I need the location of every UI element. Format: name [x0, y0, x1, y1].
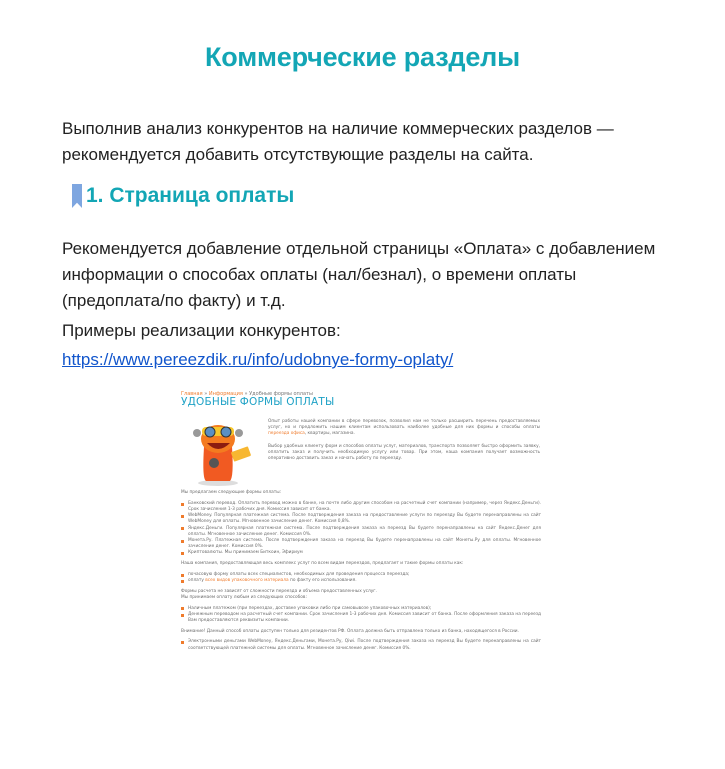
- intro-paragraph: Выполнив анализ конкурентов на наличие коммерческих разделов — рекомендуется добавить отсутствующие разделы на сайта.: [62, 119, 614, 164]
- section-heading-text: 1. Страница оплаты: [86, 184, 295, 207]
- breadcrumb-sep: »: [202, 391, 209, 397]
- calc-text: Формы расчета не зависят от сложности переезда и объема предоставленных услуг. Мы принимаем оплату любым из следующих способов:: [181, 588, 377, 600]
- screenshot-body: [181, 490, 541, 656]
- way-item: Денежным переводом на расчетный счет компании. Срок зачисления 1-3 рабочих дня. Комиссия зависит от банка. После оформления заказа на переезд Вам предоставляются реквизиты компании.: [181, 612, 541, 624]
- packaging-link[interactable]: всех видов упаковочного материала: [205, 577, 289, 583]
- way-item: Наличным платежом (при переездах, доставке упаковки либо при самовывозе упаковочных материалов);: [181, 606, 541, 612]
- electronic-list: [181, 639, 541, 651]
- bookmark-icon: [72, 184, 82, 208]
- screenshot-title: УДОБНЫЕ ФОРМЫ ОПЛАТЫ: [181, 396, 335, 408]
- ways-list: [181, 606, 541, 625]
- competitor-screenshot: [178, 387, 546, 727]
- electronic-item: Электронными деньгами WebMoney, Яндекс.Деньгами, Монета.Ру, Qiwi. После подтверждения заказа на переезд Вы будете перенаправлены на сайт соответствующей платежной системы для оплаты. Мгновенное зачисление денег. Комиссия 0%.: [181, 639, 541, 651]
- mascot-icon: [190, 417, 252, 487]
- offer-label: Мы предлагаем следующие формы оплаты:: [181, 490, 282, 495]
- payment-methods-list: [181, 501, 541, 557]
- office-move-link[interactable]: переезда офиса: [268, 431, 305, 437]
- payment-method-item: Криптовалюты. Мы принимаем Биткоин, Эфириум: [181, 550, 541, 556]
- payment-method-item: Монета.Ру. Платежная система. После подтверждения заказа на переезд Вы будете перенаправлены на сайт Монеты.Ру для оплаты. Мгновенное зачисление денег. Комиссия 0%.: [181, 538, 541, 550]
- complex-item: оплату всех видов упаковочного материала по факту его использования.: [181, 578, 541, 584]
- warning-text: Внимание! Данный способ оплаты доступен только для резидентов РФ. Оплата должна быть отправлена только из банка, находящегося в России.: [181, 628, 519, 634]
- breadcrumb-home: Главная: [181, 391, 203, 397]
- recommendation-paragraph: Рекомендуется добавление отдельной страницы «Оплата» с добавлением информации о способах оплаты (нал/безнал), о времени оплаты (предоплата/по факту) и т.д.: [62, 239, 656, 310]
- screenshot-intro-1: Опыт работы нашей компании в сфере перевозок, позволил нам не только расширить перечень предоставляемых услуг, но и предложить нашим клиентам использовать наиболее удобные для них формы и способы оплаты переезда офиса, квартиры, магазина.: [268, 419, 540, 437]
- screenshot-intro-2: Выбор удобных клиенту форм и способов оплаты услуг, материалов, транспорта позволяет быстро оформить заявку, оплатить заказ и получить необходимую услугу или товар. При этом, наша компания получает возможность оперативно доставить заказ и начать работу по переезду.: [268, 444, 540, 462]
- examples-label: Примеры реализации конкурентов:: [62, 321, 341, 340]
- complex-item: почасовую форму оплаты всех специалистов, необходимых для проведения процесса переезда;: [181, 572, 541, 578]
- complex-label: Наша компания, предоставляющая весь комплекс услуг по всем видам переездов, предлагает и такие формы оплаты как:: [181, 561, 464, 567]
- breadcrumb-current: Удобные формы оплаты: [249, 391, 313, 397]
- breadcrumb-info: Информация: [208, 391, 243, 397]
- breadcrumb-sep: »: [242, 391, 250, 397]
- complex-list: [181, 572, 541, 584]
- section-heading: [72, 184, 294, 208]
- payment-method-item: Яндекс.Деньги. Популярная платежная система. После подтверждения заказа на переезд Вы будете перенаправлены на сайт Яндекс.Денег для оплаты. Мгновенное зачисление денег. Комиссия 0%.: [181, 526, 541, 538]
- payment-method-item: Банковский перевод. Оплатить перевод можно в банке, на почте либо другим способом на расчетный счет компании (например, через Яндекс.Деньги). Срок зачисления 1-3 рабочих дня. Комиссия зависит от банка.: [181, 501, 541, 513]
- competitor-example-link[interactable]: https://www.pereezdik.ru/info/udobnye-formy-oplaty/: [62, 350, 454, 369]
- page-title: Коммерческие разделы: [204, 42, 520, 72]
- payment-method-item: WebMoney. Популярная платежная система. После подтверждения заказа на предоставление услуги по переезду Вы будете перенаправлены на сайт WebMoney для оплаты. Мгновенное зачисление денег. Комиссия 0,8%.: [181, 513, 541, 525]
